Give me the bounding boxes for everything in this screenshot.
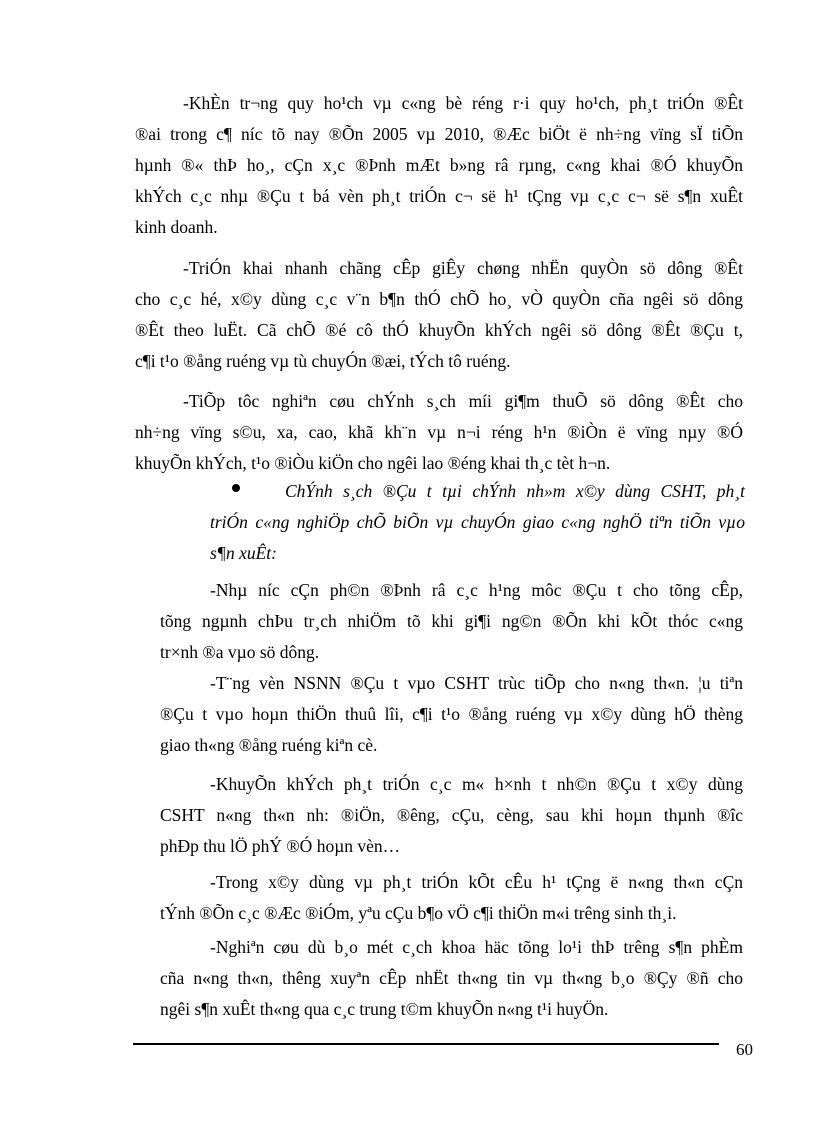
section-heading-investment-policy [210, 476, 745, 569]
text-line: ngêi s¶n xuÊt th«ng qua c¸c trung t©m khuyÕn n«ng t¹i huyÖn. [160, 999, 609, 1019]
text-line: CSHT n«ng th«n nh: ®iÖn, ®êng, cÇu, cèng, sau khi hoµn thµnh ®îc [160, 805, 743, 825]
text-line: phÐp thu lÖ phÝ ®Ó hoµn vèn… [160, 836, 401, 856]
paragraph-state-investment [160, 575, 743, 668]
paragraph-tax-policy [135, 386, 743, 479]
text-line: c¶i t¹o ®ång ruéng vµ tù chuyÓn ®æi, tÝch tô ruéng. [135, 351, 511, 371]
footer-divider [133, 1043, 719, 1045]
heading-line: s¶n xuÊt: [210, 543, 277, 563]
paragraph-land-certificates [135, 253, 743, 377]
text-line: tr×nh ®a vµo sö dông. [160, 642, 320, 662]
text-line: khÝch c¸c nhµ ®Çu t bá vèn ph¸t triÓn c¬ së h¹ tÇng vµ c¸c c¬ së s¶n xuÊt [135, 186, 743, 206]
text-line: -KhuyÕn khÝch ph¸t triÓn c¸c m« h×nh t nh©n ®Çu t x©y dùng [210, 774, 743, 794]
text-line: nh÷ng vïng s©u, xa, cao, khã kh¨n vµ n¬i réng h¹n ®iÒn ë vïng nµy ®Ó [135, 422, 743, 442]
text-line: -Nghiªn cøu dù b¸o mét c¸ch khoa häc tõng lo¹i thÞ trêng s¶n phÈm [210, 937, 743, 957]
paragraph-private-investment [160, 769, 743, 862]
text-line: -TiÕp tôc nghiªn cøu chÝnh s¸ch míi gi¶m thuÕ sö dông ®Êt cho [183, 391, 743, 411]
paragraph-environment [160, 867, 743, 929]
heading-line: triÓn c«ng nghiÖp chÕ biÕn vµ chuyÓn giao c«ng nghÖ tiªn tiÕn vµo [210, 512, 745, 532]
text-line: cña n«ng th«n, thêng xuyªn cÊp nhËt th«ng tin vµ th«ng b¸o ®Çy ®ñ cho [160, 968, 743, 988]
text-line: ®ai trong c¶ níc tõ nay ®Õn 2005 vµ 2010, ®Æc biÖt ë nh÷ng vïng sÏ tiÕn [135, 124, 743, 144]
page-number: 60 [736, 1040, 753, 1059]
text-line: khuyÕn khÝch, t¹o ®iÒu kiÖn cho ngêi lao ®éng khai th¸c tèt h¬n. [135, 453, 611, 473]
text-line: kinh doanh. [135, 217, 218, 237]
text-line: cho c¸c hé, x©y dùng c¸c v¨n b¶n thÓ chÕ ho¸ vÒ quyÒn cña ngêi sö dông [135, 289, 743, 309]
text-line: -TriÓn khai nhanh chãng cÊp giÊy chøng nhËn quyÒn sö dông ®Êt [183, 258, 743, 278]
paragraph-market-research [160, 932, 743, 1025]
text-line: -Trong x©y dùng vµ ph¸t triÓn kÕt cÊu h¹ tÇng ë n«ng th«n cÇn [210, 872, 743, 892]
heading-line: ChÝnh s¸ch ®Çu t tµi chÝnh nh»m x©y dùng CSHT, ph¸t [285, 481, 745, 501]
text-line: hµnh ®« thÞ ho¸, cÇn x¸c ®Þnh mÆt b»ng râ rµng, c«ng khai ®Ó khuyÕn [135, 155, 743, 175]
text-line: -Nhµ níc cÇn ph©n ®Þnh râ c¸c h¹ng môc ®Çu t cho tõng cÊp, [210, 580, 743, 600]
text-line: -KhÈn tr¬ng quy ho¹ch vµ c«ng bè réng r·i quy ho¹ch, ph¸t triÓn ®Êt [183, 93, 743, 113]
text-line: -T¨ng vèn NSNN ®Çu t vµo CSHT trùc tiÕp cho n«ng th«n. ¦u tiªn [210, 673, 743, 693]
text-line: tõng ngµnh chÞu tr¸ch nhiÖm tõ khi gi¶i ng©n ®Õn khi kÕt thóc c«ng [160, 611, 743, 631]
text-line: giao th«ng ®ång ruéng kiªn cè. [160, 735, 378, 755]
paragraph-land-planning [135, 88, 743, 243]
text-line: ®Çu t vµo hoµn thiÖn thuû lîi, c¶i t¹o ®ång ruéng vµ x©y dùng hÖ thèng [160, 704, 743, 724]
paragraph-state-budget [160, 668, 743, 761]
text-line: tÝnh ®Õn c¸c ®Æc ®iÓm, yªu cÇu b¶o vÖ c¶i thiÖn m«i trêng sinh th¸i. [160, 903, 677, 923]
text-line: ®Êt theo luËt. Cã chÕ ®é cô thÓ khuyÕn khÝch ngêi sö dông ®Êt ®Çu t, [135, 320, 743, 340]
